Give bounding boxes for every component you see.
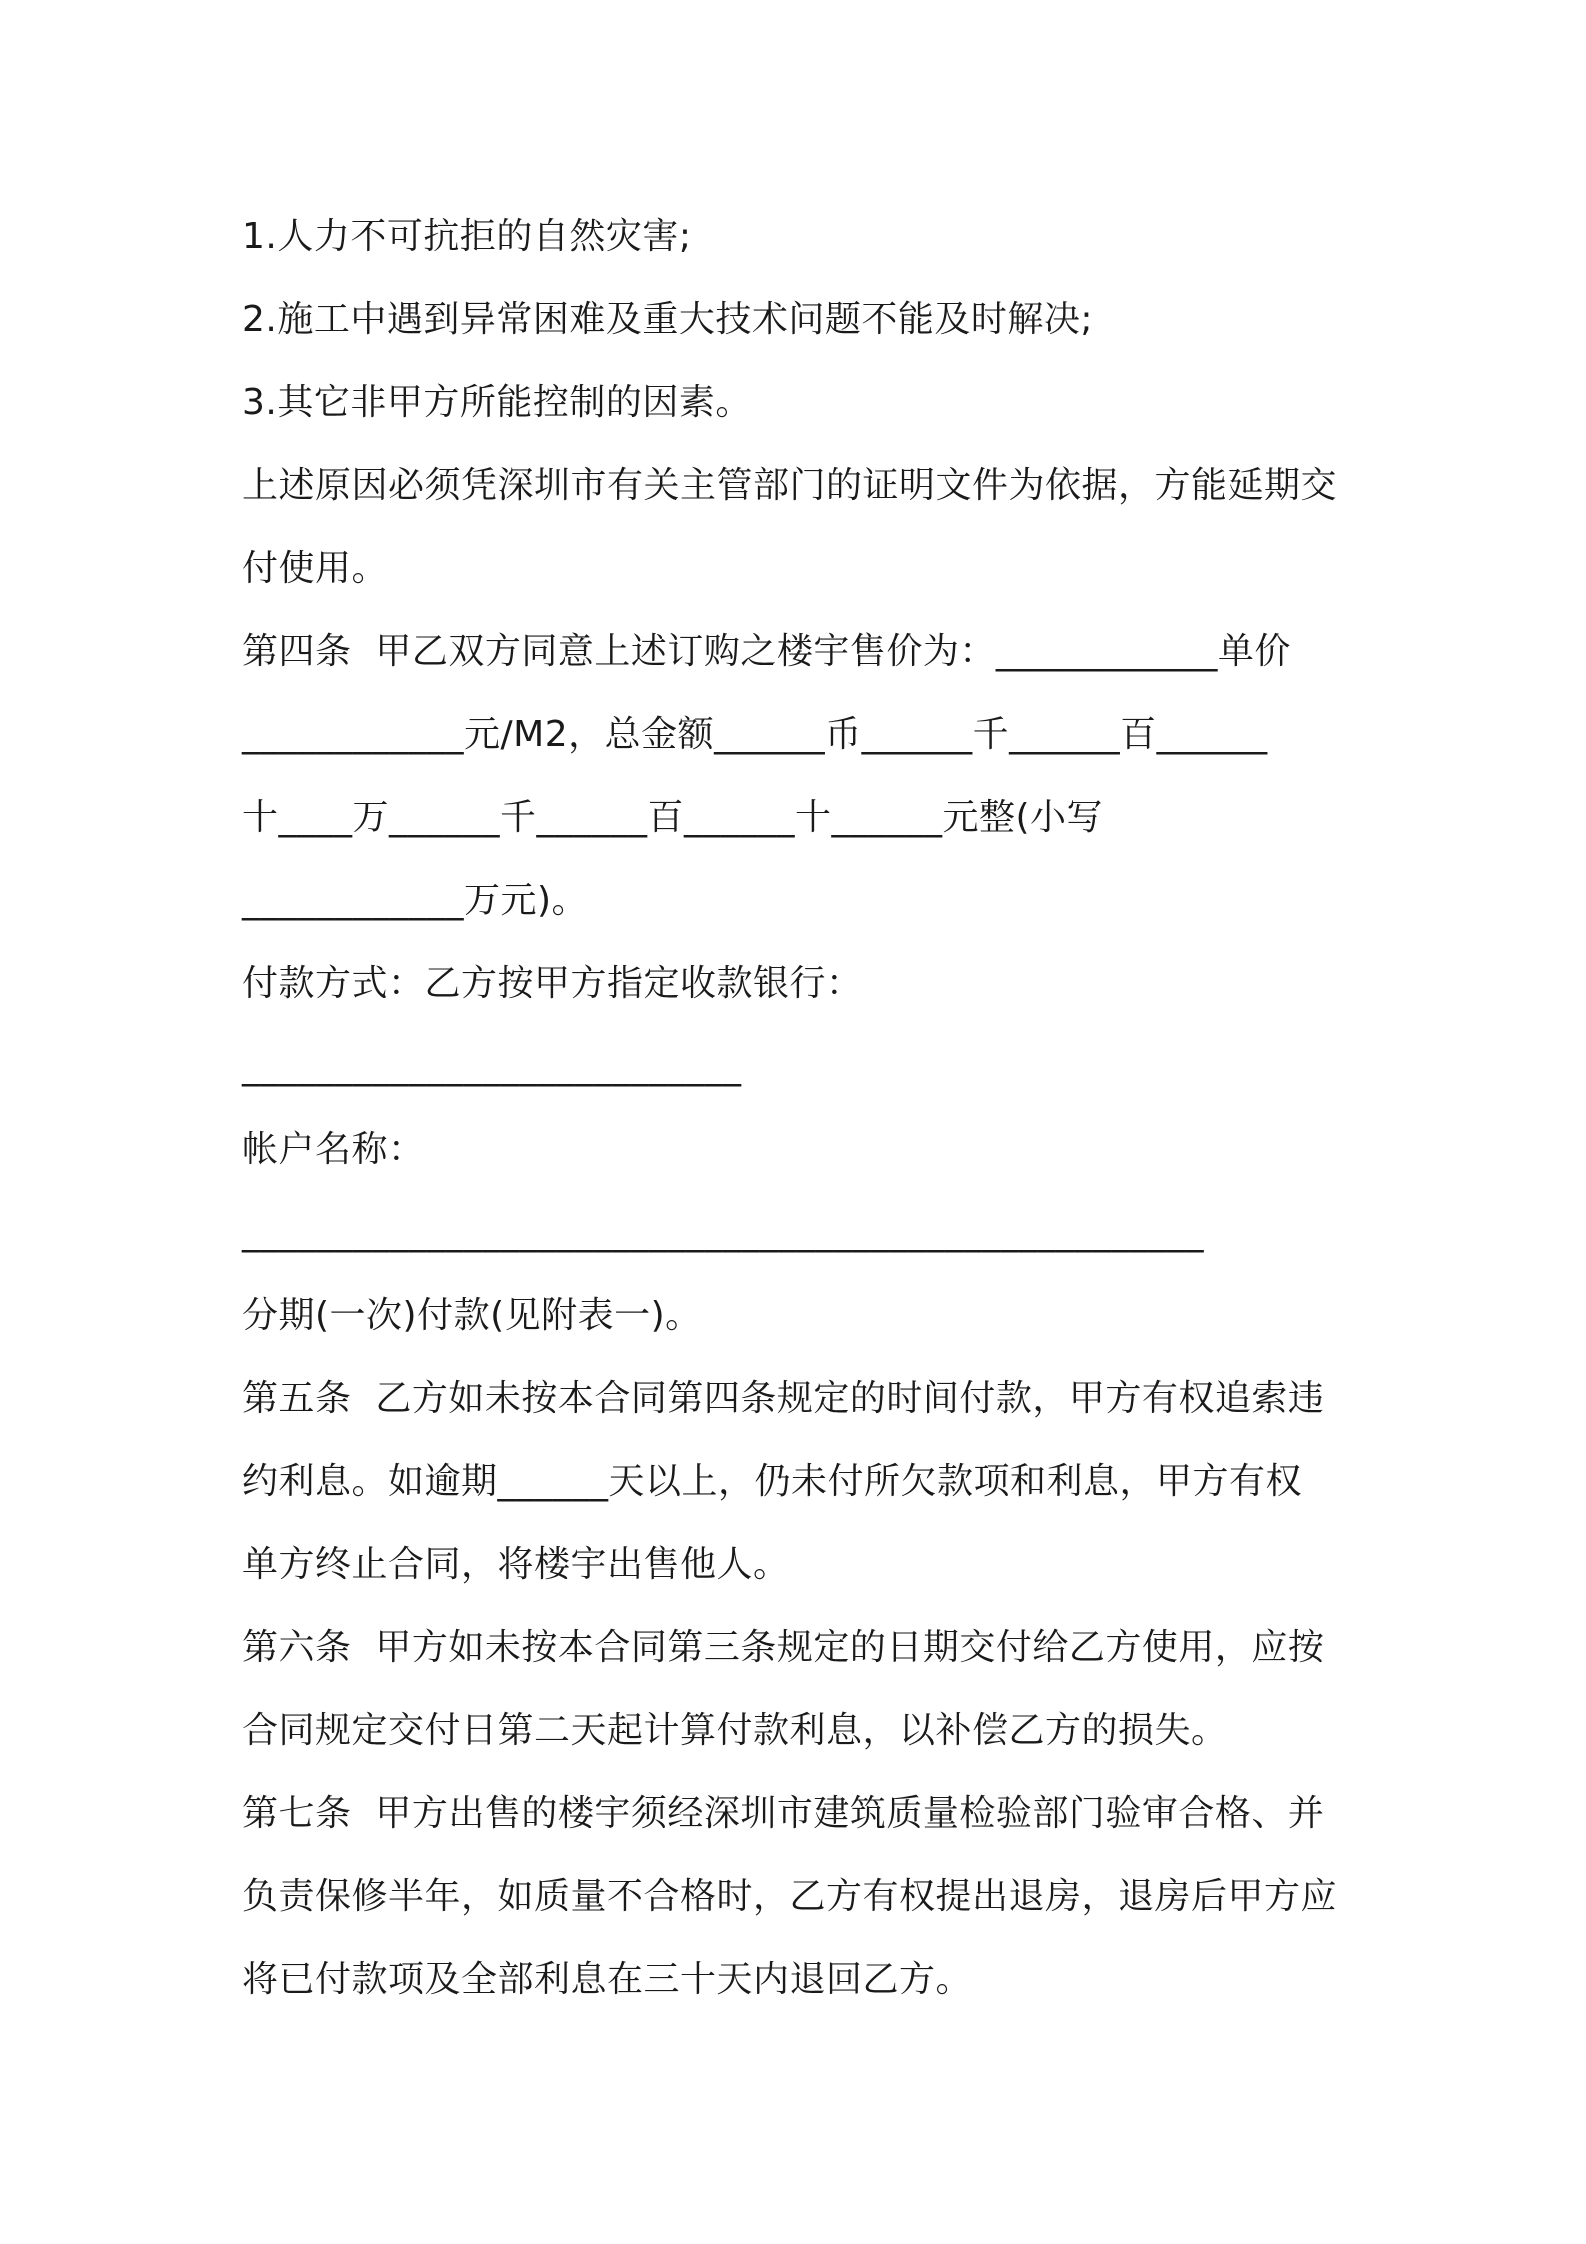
installment-note: 分期(一次)付款(见附表一)。 xyxy=(242,1295,702,1336)
article-4-price: 第四条 甲乙双方同意上述订购之楼宇售价为：____________单价 xyxy=(242,631,1291,672)
text-line-evidence-clause-cont: 付使用。 xyxy=(242,548,389,589)
document-body xyxy=(242,195,1362,2021)
article-7-line-2: 负责保修半年，如质量不合格时，乙方有权提出退房，退房后甲方应 xyxy=(242,1876,1338,1917)
article-7-line-3: 将已付款项及全部利息在三十天内退回乙方。 xyxy=(242,1959,973,2000)
article-5-line-1: 第五条 乙方如未按本合同第四条规定的时间付款，甲方有权追索违 xyxy=(242,1378,1325,1419)
text-line-evidence-clause: 上述原因必须凭深圳市有关主管部门的证明文件为依据，方能延期交 xyxy=(242,465,1338,506)
article-4-total-amount: ____________元/M2，总金额______币______千______百______ xyxy=(242,714,1268,755)
account-name-blank-line: ____________________________________________________ xyxy=(242,1212,1204,1253)
article-6-line-2: 合同规定交付日第二天起计算付款利息，以补偿乙方的损失。 xyxy=(242,1710,1228,1751)
article-5-line-2: 约利息。如逾期______天以上，仍未付所欠款项和利息，甲方有权 xyxy=(242,1461,1303,1502)
article-7-line-1: 第七条 甲方出售的楼宇须经深圳市建筑质量检验部门验审合格、并 xyxy=(242,1793,1325,1834)
text-line-force-majeure-2: 2.施工中遇到异常困难及重大技术问题不能及时解决; xyxy=(242,299,1093,340)
text-line-force-majeure-3: 3.其它非甲方所能控制的因素。 xyxy=(242,382,752,423)
account-name-label: 帐户名称： xyxy=(242,1129,425,1170)
article-6-line-1: 第六条 甲方如未按本合同第三条规定的日期交付给乙方使用，应按 xyxy=(242,1627,1325,1668)
article-4-amount-words: 十____万______千______百______十______元整(小写 xyxy=(242,797,1104,838)
article-5-line-3: 单方终止合同，将楼宇出售他人。 xyxy=(242,1544,790,1585)
text-line-force-majeure-1: 1.人力不可抗拒的自然灾害; xyxy=(242,216,692,257)
article-4-amount-figures: ____________万元)。 xyxy=(242,880,589,921)
payment-method-label: 付款方式：乙方按甲方指定收款银行： xyxy=(242,963,863,1004)
bank-blank-line: ___________________________ xyxy=(242,1046,742,1087)
